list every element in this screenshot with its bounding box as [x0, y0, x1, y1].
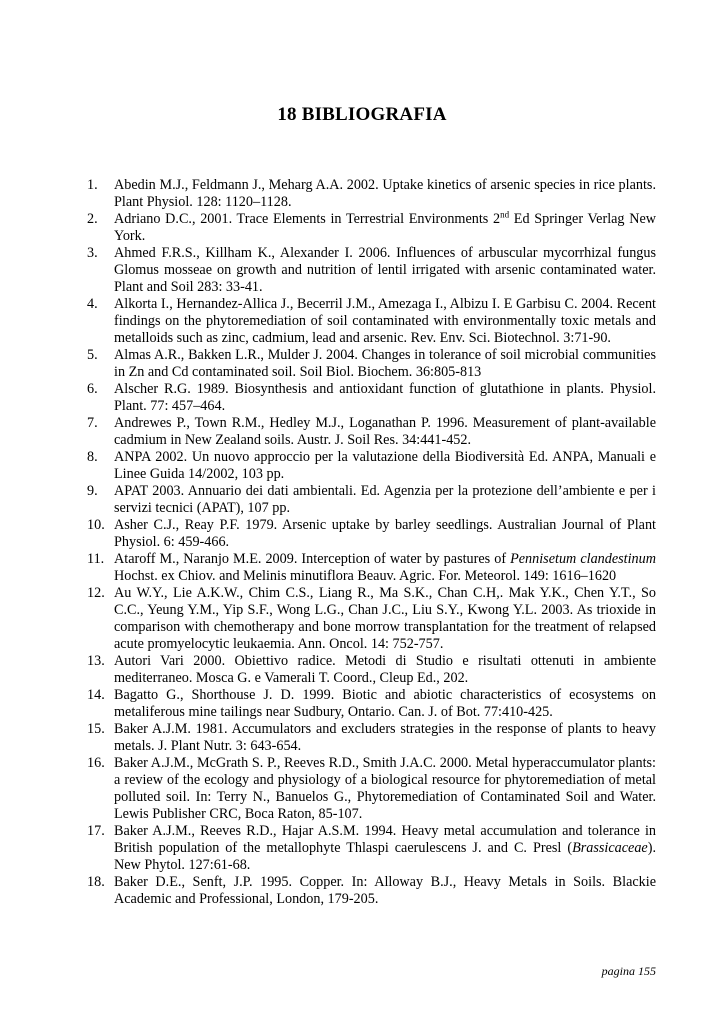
reference-text-part: Baker A.J.M., McGrath S. P., Reeves R.D., Smith J.A.C. 2000. Metal hyperaccumulator plants: a review of the ecology and physiology of a biological resource for phytoremediation of metal polluted soil. In: Terry N., Banuelos G., Phytoremediation of Contaminated Soil and Water. Lewis Publisher CRC, Boca Raton, 85-107. [114, 755, 656, 822]
reference-item [87, 874, 656, 908]
page-title: 18 BIBLIOGRAFIA [277, 104, 447, 125]
reference-number: 5. [87, 347, 98, 363]
reference-text [114, 347, 656, 381]
italic-species-name: Brassicaceae [572, 840, 648, 856]
reference-text-part: Adriano D.C., 2001. Trace Elements in Terrestrial Environments 2 [114, 211, 501, 227]
reference-text-part: Alscher R.G. 1989. Biosynthesis and antioxidant function of glutathione in plants. Physiol. Plant. 77: 457–464. [114, 381, 656, 414]
reference-text-part: Almas A.R., Bakken L.R., Mulder J. 2004. Changes in tolerance of soil microbial communities in Zn and Cd contaminated soil. Soil Biol. Biochem. 36:805-813 [114, 347, 656, 380]
superscript: nd [500, 209, 510, 220]
reference-text [114, 585, 656, 653]
reference-text [114, 381, 656, 415]
reference-item [87, 449, 656, 483]
reference-item [87, 653, 656, 687]
reference-item [87, 245, 656, 296]
reference-text-part: Asher C.J., Reay P.F. 1979. Arsenic uptake by barley seedlings. Australian Journal of Plant Physiol. 6: 459-466. [114, 517, 656, 550]
reference-number: 8. [87, 449, 98, 465]
reference-item [87, 585, 656, 653]
reference-text [114, 755, 656, 823]
reference-text-part: Autori Vari 2000. Obiettivo radice. Metodi di Studio e risultati ottenuti in ambiente mediterraneo. Mosca G. e Vamerali T. Coord., Cleup Ed., 202. [114, 653, 656, 686]
reference-text [114, 551, 656, 585]
reference-number: 12. [87, 585, 105, 601]
reference-number: 4. [87, 296, 98, 312]
reference-text [114, 517, 656, 551]
reference-text-part: Andrewes P., Town R.M., Hedley M.J., Loganathan P. 1996. Measurement of plant-available cadmium in New Zealand soils. Austr. J. Soil Res. 34:441-452. [114, 415, 656, 448]
reference-item [87, 721, 656, 755]
reference-text [114, 687, 656, 721]
reference-text-part: Baker A.J.M. 1981. Accumulators and excluders strategies in the response of plants to heavy metals. J. Plant Nutr. 3: 643-654. [114, 721, 656, 754]
reference-text-part: ANPA 2002. Un nuovo approccio per la valutazione della Biodiversità Ed. ANPA, Manuali e Linee Guida 14/2002, 103 pp. [114, 449, 656, 482]
reference-text [114, 449, 656, 483]
reference-number: 6. [87, 381, 98, 397]
reference-item [87, 517, 656, 551]
reference-text-part: Baker D.E., Senft, J.P. 1995. Copper. In: Alloway B.J., Heavy Metals in Soils. Blackie Academic and Professional, London, 179-205. [114, 874, 656, 907]
reference-number: 11. [87, 551, 105, 567]
reference-item [87, 296, 656, 347]
reference-text-part: Hochst. ex Chiov. and Melinis minutiflora Beauv. Agric. For. Meteorol. 149: 1616–1620 [114, 568, 617, 584]
reference-text-part: Ed Springer Verlag New York. [114, 211, 656, 244]
reference-text-part: Bagatto G., Shorthouse J. D. 1999. Biotic and abiotic characteristics of ecosystems on metaliferous mine tailings near Sudbury, Ontario. Can. J. of Bot. 77:410-425. [114, 687, 656, 720]
reference-text-part: Alkorta I., Hernandez-Allica J., Becerril J.M., Amezaga I., Albizu I. E Garbisu C. 2004. Recent findings on the phytoremediation of soil contaminated with environmentally toxic metals and metalloids such as zinc, cadmium, lead and arsenic. Rev. Env. Sci. Biotechnol. 3:71-90. [114, 296, 656, 346]
reference-text-part: Ahmed F.R.S., Killham K., Alexander I. 2006. Influences of arbuscular mycorrhizal fungus Glomus mosseae on growth and nutrition of lentil irrigated with arsenic contaminated water. Plant and Soil 283: 33-41. [114, 245, 656, 295]
page-number: pagina 155 [601, 964, 656, 978]
reference-number: 15. [87, 721, 105, 737]
reference-item [87, 551, 656, 585]
reference-list [87, 177, 656, 908]
reference-number: 10. [87, 517, 105, 533]
reference-text [114, 721, 656, 755]
reference-item [87, 483, 656, 517]
reference-text [114, 177, 656, 211]
reference-item [87, 823, 656, 874]
reference-item [87, 687, 656, 721]
reference-text [114, 296, 656, 347]
reference-number: 1. [87, 177, 98, 193]
italic-species-name: Pennisetum clandestinum [510, 551, 656, 567]
reference-item [87, 347, 656, 381]
reference-item [87, 211, 656, 245]
reference-text [114, 483, 656, 517]
reference-text-part: ). New Phytol. 127:61-68. [114, 840, 656, 873]
reference-text [114, 653, 656, 687]
reference-item [87, 177, 656, 211]
reference-text [114, 211, 656, 245]
reference-text-part: Ataroff M., Naranjo M.E. 2009. Interception of water by pastures of [114, 551, 511, 567]
reference-text [114, 823, 656, 874]
reference-text-part: Baker A.J.M., Reeves R.D., Hajar A.S.M. 1994. Heavy metal accumulation and tolerance in British population of the metallophyte Thlaspi caerulescens J. and C. Presl ( [114, 823, 656, 856]
reference-number: 2. [87, 211, 98, 227]
reference-number: 17. [87, 823, 105, 839]
reference-item [87, 755, 656, 823]
reference-text [114, 415, 656, 449]
reference-number: 13. [87, 653, 105, 669]
reference-text [114, 245, 656, 296]
reference-item [87, 415, 656, 449]
reference-number: 9. [87, 483, 98, 499]
reference-text-part: Au W.Y., Lie A.K.W., Chim C.S., Liang R., Ma S.K., Chan C.H,. Mak Y.K., Chen Y.T., So C.C., Yeung Y.M., Yip S.F., Wong L.G., Chan J.C., Liu S.Y., Kwong Y.L. 2003. As trioxide in comparison with chemotherapy and bone morrow transplantation for the treatment of relapsed acute promyelocytic leukaemia. Ann. Oncol. 14: 752-757. [114, 585, 656, 652]
reference-number: 14. [87, 687, 105, 703]
reference-text [114, 874, 656, 908]
reference-number: 7. [87, 415, 98, 431]
reference-text-part: APAT 2003. Annuario dei dati ambientali. Ed. Agenzia per la protezione dell’ambiente e per i servizi tecnici (APAT), 107 pp. [114, 483, 656, 516]
reference-item [87, 381, 656, 415]
reference-number: 16. [87, 755, 105, 771]
reference-number: 18. [87, 874, 105, 890]
reference-text-part: Abedin M.J., Feldmann J., Meharg A.A. 2002. Uptake kinetics of arsenic species in rice plants. Plant Physiol. 128: 1120–1128. [114, 177, 656, 210]
reference-number: 3. [87, 245, 98, 261]
